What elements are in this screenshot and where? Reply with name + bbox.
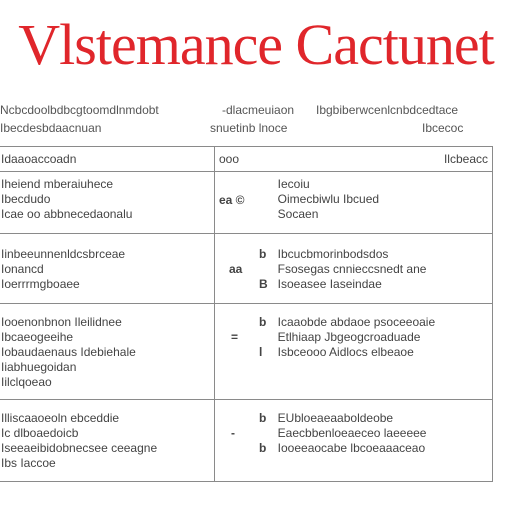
row-cell-1: Iinbeeunnenldcsbrceae Ionancd Ioerrrmgboaee bbox=[0, 234, 215, 304]
table-row bbox=[0, 234, 493, 304]
table-row bbox=[0, 400, 493, 482]
row-cell-1: Illiscaaoeoln ebceddie Ic dlboaedoicb Iseeaeibidobnecsee ceeagne Ibs Iaccoe bbox=[0, 400, 215, 482]
row-cell-3: Ibcucbmorinbodsdos Fsosegas cnnieccsnedt ane Isoeasee Iaseindae bbox=[268, 234, 493, 304]
caption-left-line2: Ibecdesbdaacnuan bbox=[0, 121, 102, 135]
table-header-row bbox=[0, 147, 493, 172]
header-cell-1: Idaaoaccoadn bbox=[0, 147, 215, 172]
caption-mid-line1: -dlacmeuiaon bbox=[222, 103, 295, 117]
table-row bbox=[0, 172, 493, 234]
row-cell-3: Icaaobde abdaoe psoceeoaie Etlhiaap Jbgeogcroaduade Isbceooo Aidlocs elbeaoe bbox=[268, 304, 493, 400]
header-cell-3: Ilcbeacc bbox=[268, 147, 493, 172]
row-cell-2: ea © bbox=[215, 172, 268, 234]
caption-right-line2: Ibcecoc bbox=[422, 121, 464, 135]
row-cell-1: Iooenonbnon Ileilidnee Ibcaeogeeihe Iobaudaenaus Idebiehale Iiabhuegoidan Iilclqoeao bbox=[0, 304, 215, 400]
row-cell-3: EUbloeaeaaboldeobe Eaecbbenloeaeceo laeeeee Iooeeaocabe lbcoeaaaceao bbox=[268, 400, 493, 482]
row-cell-3: Iecoiu Oimecbiwlu Ibcued Socaen bbox=[268, 172, 493, 234]
row-cell-2: b - b bbox=[215, 400, 268, 482]
row-cell-1: Iheiend mberaiuhece Ibecdudo Icae oo abbnecedaonalu bbox=[0, 172, 215, 234]
caption-right-line1: Ibgbiberwcenlcnbdcedtace bbox=[316, 103, 459, 117]
row-cell-2: b aa B bbox=[215, 234, 268, 304]
data-table bbox=[0, 146, 493, 482]
caption-left-line1: Ncbcdoolbdbcgtoomdlnmdobt bbox=[0, 103, 159, 117]
header-cell-2: ooo bbox=[215, 147, 268, 172]
row-cell-2: b = l bbox=[215, 304, 268, 400]
caption-mid-line2: snuetinb lnoce bbox=[210, 121, 288, 135]
page-title: Vlstemance Cactunet bbox=[18, 12, 494, 77]
table-row bbox=[0, 304, 493, 400]
